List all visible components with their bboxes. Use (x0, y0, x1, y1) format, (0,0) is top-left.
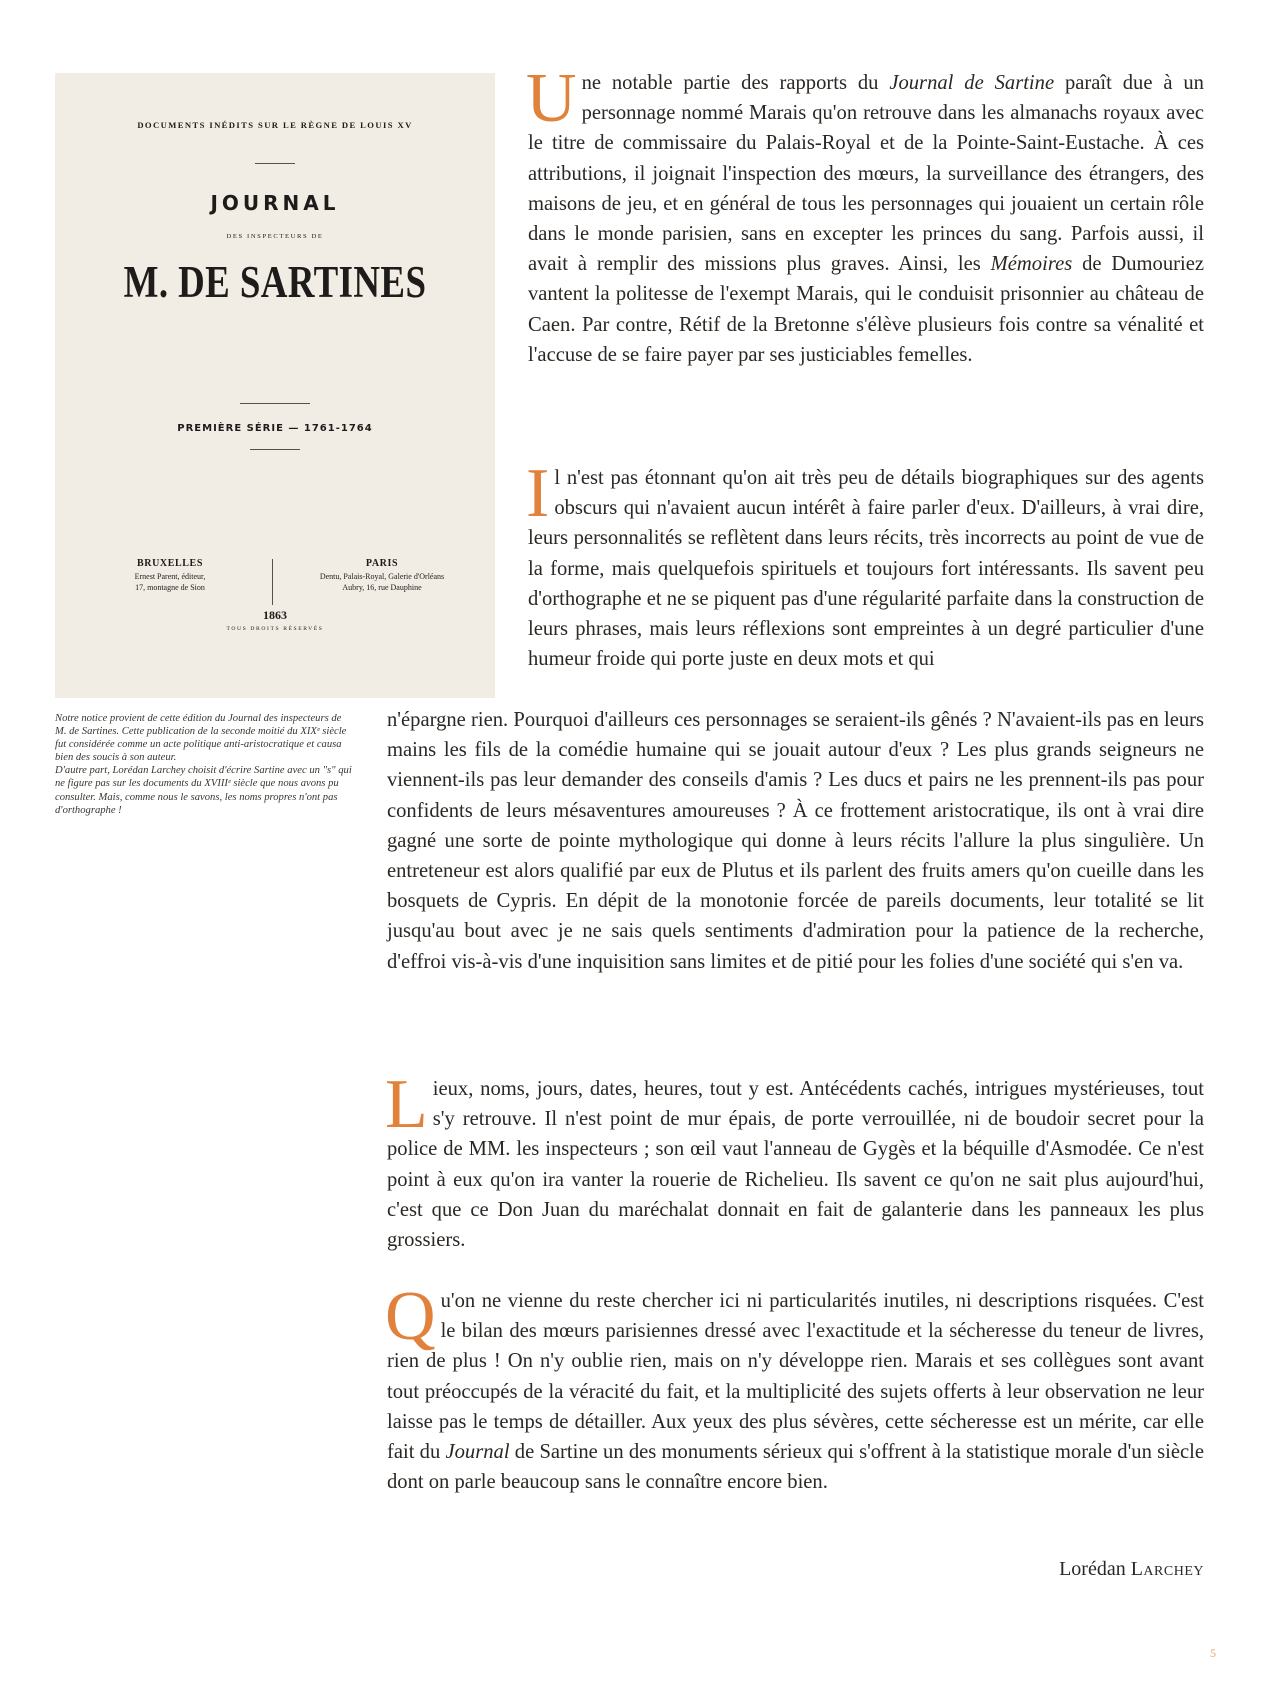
author-first-name: Lorédan (1059, 1558, 1131, 1580)
figure-caption (55, 712, 355, 817)
page-number: 5 (1210, 1646, 1216, 1660)
drop-cap: I (526, 455, 550, 532)
paragraph-text: l n'est pas étonnant qu'on ait très peu de détails biographiques sur des agents obscurs qui n'avaient aucun intérêt à faire parler d'eux. D'ailleurs, à vrai dire, leurs personnalités se reflètent dans leurs récits, très incorrects au point de vue de la forme, mais quelquefois spirituels et toujours fort intéressants. Ils savent peu d'orthographe et ne se piquent pas d'une régularité parfaite dans la construction de leurs phrases, mais leurs réflexions sont empreintes à un degré particulier d'une humeur froide qui porte juste en deux mots et qui (528, 467, 1204, 671)
publisher-line: 17, montagne de Sion (135, 583, 205, 592)
paragraph-text: ne notable partie des rapports du (581, 72, 890, 94)
paragraph-text: de Sartine un des monuments sérieux qui s'offrent à la statistique morale d'un siècle dont on parle beaucoup sans le connaître encore bien. (387, 1441, 1204, 1494)
body-paragraph-2-continued: n'épargne rien. Pourquoi d'ailleurs ces personnages se seraient-ils gênés ? N'avaient-ils pas en leurs mains les fils de la comédie humaine qui se jouait autour d'eux ? Les plus grands seigneurs ne viennent-ils pas leur demander des conseils d'amis ? Les ducs et pairs ne les prennent-ils pas pour confidents de leurs mésaventures amoureuses ? À ce frottement aristocratique, ils ont à vrai dire gagné une sorte de pointe mythologique qui donne à leurs récits l'allure la plus singulière. Un entreteneur est alors qualifié par eux de Plutus et ils parlent des fruits amers qu'on cueille dans les bosquets de Cypris. En dépit de la monotonie forcée de pareils documents, leur totalité se lit jusqu'au bout avec je ne sais quels sentiments d'admiration pour la patience de la recherche, d'effroi vis-à-vis d'une inquisition sans limites et de pitié pour les folies d'une société qui s'en va. (387, 709, 1204, 973)
figure-rule (250, 449, 300, 450)
figure-main-title: M. DE SARTINES (123, 257, 427, 307)
author-signature (1059, 1558, 1204, 1581)
drop-cap: Q (385, 1278, 436, 1355)
figure-publisher-right (287, 558, 477, 593)
body-paragraph-2 (526, 455, 1204, 674)
figure-year: 1863 (263, 608, 287, 622)
publisher-city: BRUXELLES (137, 558, 203, 569)
publisher-line: Ernest Parent, éditeur, (134, 572, 206, 581)
drop-cap: L (385, 1066, 428, 1143)
title-page-illustration (55, 73, 495, 698)
body-paragraph-4 (385, 1278, 1204, 1497)
figure-inspectors: DES INSPECTEURS DE (226, 233, 324, 240)
figure-journal-title: JOURNAL (210, 191, 340, 215)
body-paragraph-1 (526, 60, 1204, 370)
paragraph-text: ieux, noms, jours, dates, heures, tout y est. Antécédents cachés, intrigues mystérieuses, tout s'y retrouve. Il n'est point de mur épais, de porte verrouillée, ni de boudoir secret pour la police de MM. les inspecteurs ; son œil vaut l'anneau de Gygès et la béquille d'Asmodée. Ce n'est point à eux qu'on ira vanter la rouerie de Richelieu. Ils savent ce qu'on ne sait plus aujourd'hui, c'est que ce Don Juan du maréchalat donnait en fait de galanterie dans les panneaux les plus grossiers. (387, 1078, 1204, 1252)
publisher-line: Dentu, Palais-Royal, Galerie d'Orléans (319, 572, 445, 581)
body-paragraph-3 (385, 1066, 1204, 1255)
figure-header: DOCUMENTS INÉDITS SUR LE RÈGNE DE LOUIS XV (137, 120, 413, 130)
figure-rule (255, 163, 295, 164)
caption-paragraph: D'autre part, Lorédan Larchey choisit d'écrire Sartine avec un "s" qui ne figure pas sur les documents du XVIIIᵉ siècle que nous avons pu consulter. Mais, comme nous le savons, les noms propres n'ont pas d'orthographe ! (55, 765, 352, 816)
paragraph-text: de Dumouriez vantent la politesse de l'exempt Marais, qui le conduisit prisonnier au château de Caen. Par contre, Rétif de la Bretonne s'élève plusieurs fois contre sa vénalité et l'accuse de se faire payer par ses justiciables femelles. (528, 253, 1204, 366)
drop-cap: U (526, 60, 577, 137)
figure-publisher-left (75, 558, 265, 593)
figure-rule (240, 403, 310, 404)
publisher-line: Aubry, 16, rue Dauphine (342, 583, 422, 592)
paragraph-text: paraît due à un personnage nommé Marais qu'on retrouve dans les almanachs royaux avec le titre de commissaire du Palais-Royal et de la Pointe-Saint-Eustache. À ces attributions, il joignait l'inspection des mœurs, la surveillance des étrangers, des maisons de jeu, et en général de tous les personnages qui jouaient un certain rôle dans le monde parisien, sans en excepter les princes du sang. Parfois aussi, il avait à remplir des missions plus graves. Ainsi, les (528, 72, 1204, 276)
publisher-city: PARIS (365, 558, 399, 569)
figure-separator (272, 559, 273, 605)
italic-title: Journal de Sartine (889, 72, 1055, 94)
author-last-name: Larchey (1130, 1558, 1204, 1580)
caption-paragraph: Notre notice provient de cette édition du Journal des inspecteurs de M. de Sartines. Cette publication de la seconde moitié du XIXᵉ siècle fut considérée comme un acte politique anti-aristocratique et causa bien des soucis à son auteur. (55, 713, 347, 764)
figure-series: PREMIÈRE SÉRIE — 1761-1764 (177, 423, 373, 434)
italic-title: Journal (445, 1441, 510, 1464)
italic-title: Mémoires (990, 253, 1073, 276)
paragraph-text: u'on ne vienne du reste chercher ici ni particularités inutiles, ni descriptions risquées. C'est le bilan des mœurs parisiennes dressé avec l'exactitude et la sécheresse du teneur de livres, rien de plus ! On n'y oublie rien, mais on n'y développe rien. Marais et ses collègues sont avant tout préoccupés de la véracité du fait, et la multiplicité des sujets offerts à leur observation ne leur laisse pas le temps de détailler. Aux yeux des plus sévères, cette sécheresse est un mérite, car elle fait du (387, 1290, 1204, 1464)
figure-rights: TOUS DROITS RÉSERVÉS (226, 626, 324, 632)
